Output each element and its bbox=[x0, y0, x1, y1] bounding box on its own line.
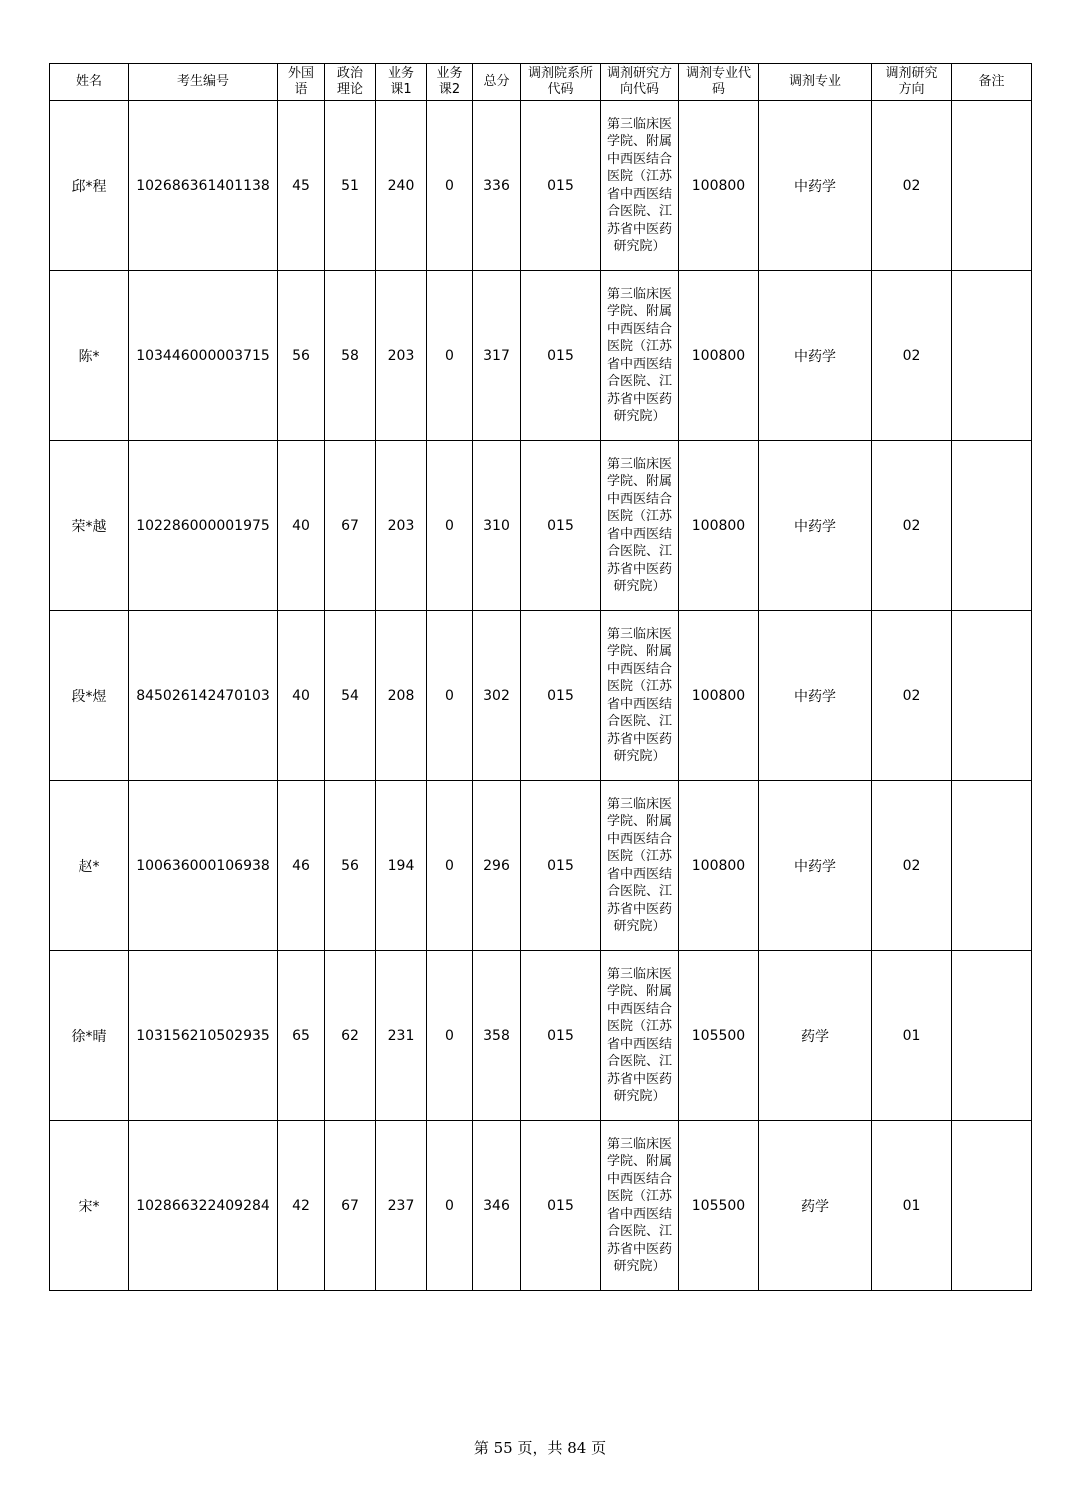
direction-cell: 02 bbox=[872, 271, 952, 441]
subject-2-cell: 0 bbox=[427, 611, 473, 781]
total-cell: 346 bbox=[473, 1121, 521, 1291]
remarks-cell bbox=[952, 611, 1032, 781]
table-row bbox=[50, 271, 1032, 441]
total-cell: 296 bbox=[473, 781, 521, 951]
page-footer: 第 55 页，共 84 页 bbox=[473, 1439, 607, 1457]
table-row bbox=[50, 441, 1032, 611]
direction-code-cell: 第三临床医学院、附属中西医结合医院（江苏省中西医结合医院、江苏省中医药研究院） bbox=[601, 951, 679, 1121]
name-cell: 段*煜 bbox=[50, 611, 129, 781]
name-cell: 徐*晴 bbox=[50, 951, 129, 1121]
politics-cell: 51 bbox=[325, 101, 376, 271]
major-code-cell: 100800 bbox=[679, 101, 759, 271]
major-cell: 中药学 bbox=[759, 611, 872, 781]
remarks-cell bbox=[952, 1121, 1032, 1291]
table-body bbox=[50, 101, 1032, 1291]
header-foreign-language: 外国 语 bbox=[278, 64, 325, 101]
major-cell: 中药学 bbox=[759, 781, 872, 951]
header-politics: 政治 理论 bbox=[325, 64, 376, 101]
remarks-cell bbox=[952, 781, 1032, 951]
header-remarks: 备注 bbox=[952, 64, 1032, 101]
direction-cell: 01 bbox=[872, 951, 952, 1121]
foreign-language-cell: 56 bbox=[278, 271, 325, 441]
header-major: 调剂专业 bbox=[759, 64, 872, 101]
politics-cell: 67 bbox=[325, 441, 376, 611]
direction-cell: 02 bbox=[872, 101, 952, 271]
major-code-cell: 100800 bbox=[679, 611, 759, 781]
candidate-id-cell: 845026142470103 bbox=[129, 611, 278, 781]
foreign-language-cell: 42 bbox=[278, 1121, 325, 1291]
table-row bbox=[50, 611, 1032, 781]
direction-code-cell: 第三临床医学院、附属中西医结合医院（江苏省中西医结合医院、江苏省中医药研究院） bbox=[601, 101, 679, 271]
subject-1-cell: 203 bbox=[376, 271, 427, 441]
total-cell: 358 bbox=[473, 951, 521, 1121]
major-cell: 中药学 bbox=[759, 101, 872, 271]
dept-code-cell: 015 bbox=[521, 781, 601, 951]
direction-cell: 02 bbox=[872, 781, 952, 951]
table-row bbox=[50, 1121, 1032, 1291]
subject-1-cell: 194 bbox=[376, 781, 427, 951]
name-cell: 荣*越 bbox=[50, 441, 129, 611]
dept-code-cell: 015 bbox=[521, 101, 601, 271]
table-row bbox=[50, 781, 1032, 951]
direction-cell: 01 bbox=[872, 1121, 952, 1291]
header-name: 姓名 bbox=[50, 64, 129, 101]
direction-code-cell: 第三临床医学院、附属中西医结合医院（江苏省中西医结合医院、江苏省中医药研究院） bbox=[601, 611, 679, 781]
subject-2-cell: 0 bbox=[427, 951, 473, 1121]
remarks-cell bbox=[952, 271, 1032, 441]
header-major-code: 调剂专业代 码 bbox=[679, 64, 759, 101]
major-cell: 药学 bbox=[759, 1121, 872, 1291]
direction-cell: 02 bbox=[872, 611, 952, 781]
foreign-language-cell: 40 bbox=[278, 611, 325, 781]
dept-code-cell: 015 bbox=[521, 441, 601, 611]
header-total: 总分 bbox=[473, 64, 521, 101]
subject-2-cell: 0 bbox=[427, 781, 473, 951]
admission-roster-table bbox=[49, 63, 1032, 1291]
direction-code-cell: 第三临床医学院、附属中西医结合医院（江苏省中西医结合医院、江苏省中医药研究院） bbox=[601, 781, 679, 951]
politics-cell: 56 bbox=[325, 781, 376, 951]
dept-code-cell: 015 bbox=[521, 611, 601, 781]
subject-1-cell: 203 bbox=[376, 441, 427, 611]
politics-cell: 58 bbox=[325, 271, 376, 441]
dept-code-cell: 015 bbox=[521, 1121, 601, 1291]
header-direction: 调剂研究 方向 bbox=[872, 64, 952, 101]
direction-code-cell: 第三临床医学院、附属中西医结合医院（江苏省中西医结合医院、江苏省中医药研究院） bbox=[601, 1121, 679, 1291]
dept-code-cell: 015 bbox=[521, 271, 601, 441]
politics-cell: 67 bbox=[325, 1121, 376, 1291]
dept-code-cell: 015 bbox=[521, 951, 601, 1121]
total-cell: 302 bbox=[473, 611, 521, 781]
foreign-language-cell: 40 bbox=[278, 441, 325, 611]
major-cell: 中药学 bbox=[759, 441, 872, 611]
total-cell: 317 bbox=[473, 271, 521, 441]
major-code-cell: 105500 bbox=[679, 1121, 759, 1291]
candidate-id-cell: 102686361401138 bbox=[129, 101, 278, 271]
candidate-id-cell: 103156210502935 bbox=[129, 951, 278, 1121]
foreign-language-cell: 65 bbox=[278, 951, 325, 1121]
major-code-cell: 100800 bbox=[679, 441, 759, 611]
foreign-language-cell: 45 bbox=[278, 101, 325, 271]
direction-code-cell: 第三临床医学院、附属中西医结合医院（江苏省中西医结合医院、江苏省中医药研究院） bbox=[601, 271, 679, 441]
header-dept-code: 调剂院系所 代码 bbox=[521, 64, 601, 101]
candidate-id-cell: 103446000003715 bbox=[129, 271, 278, 441]
name-cell: 宋* bbox=[50, 1121, 129, 1291]
subject-2-cell: 0 bbox=[427, 441, 473, 611]
remarks-cell bbox=[952, 441, 1032, 611]
table-row bbox=[50, 101, 1032, 271]
major-cell: 中药学 bbox=[759, 271, 872, 441]
name-cell: 赵* bbox=[50, 781, 129, 951]
header-direction-code: 调剂研究方 向代码 bbox=[601, 64, 679, 101]
subject-1-cell: 208 bbox=[376, 611, 427, 781]
header-subject-2: 业务 课2 bbox=[427, 64, 473, 101]
subject-1-cell: 231 bbox=[376, 951, 427, 1121]
major-cell: 药学 bbox=[759, 951, 872, 1121]
subject-1-cell: 240 bbox=[376, 101, 427, 271]
table-row bbox=[50, 951, 1032, 1121]
candidate-id-cell: 100636000106938 bbox=[129, 781, 278, 951]
remarks-cell bbox=[952, 101, 1032, 271]
foreign-language-cell: 46 bbox=[278, 781, 325, 951]
name-cell: 陈* bbox=[50, 271, 129, 441]
header-row bbox=[50, 64, 1032, 101]
subject-2-cell: 0 bbox=[427, 101, 473, 271]
major-code-cell: 100800 bbox=[679, 781, 759, 951]
major-code-cell: 100800 bbox=[679, 271, 759, 441]
subject-2-cell: 0 bbox=[427, 271, 473, 441]
direction-cell: 02 bbox=[872, 441, 952, 611]
subject-1-cell: 237 bbox=[376, 1121, 427, 1291]
header-subject-1: 业务 课1 bbox=[376, 64, 427, 101]
subject-2-cell: 0 bbox=[427, 1121, 473, 1291]
candidate-id-cell: 102866322409284 bbox=[129, 1121, 278, 1291]
name-cell: 邱*程 bbox=[50, 101, 129, 271]
politics-cell: 62 bbox=[325, 951, 376, 1121]
direction-code-cell: 第三临床医学院、附属中西医结合医院（江苏省中西医结合医院、江苏省中医药研究院） bbox=[601, 441, 679, 611]
politics-cell: 54 bbox=[325, 611, 376, 781]
remarks-cell bbox=[952, 951, 1032, 1121]
total-cell: 336 bbox=[473, 101, 521, 271]
total-cell: 310 bbox=[473, 441, 521, 611]
header-candidate-id: 考生编号 bbox=[129, 64, 278, 101]
candidate-id-cell: 102286000001975 bbox=[129, 441, 278, 611]
major-code-cell: 105500 bbox=[679, 951, 759, 1121]
